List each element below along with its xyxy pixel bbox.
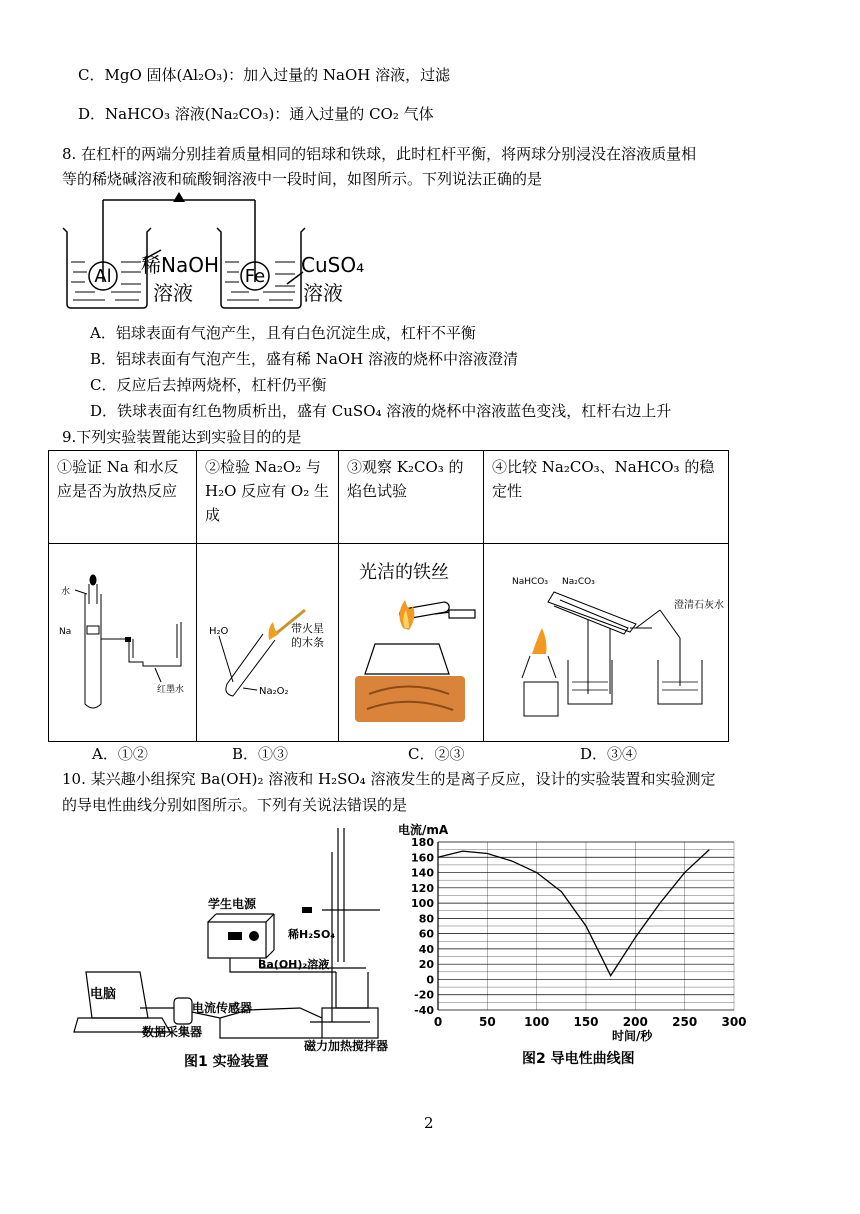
q8-stem-line2: 等的稀烧碱溶液和硫酸铜溶液中一段时间，如图所示。下列说法正确的是 bbox=[62, 170, 543, 188]
chart-y-tick: 0 bbox=[426, 973, 434, 987]
q7-option-d: D．NaHCO₃ 溶液(Na₂CO₃)：通入过量的 CO₂ 气体 bbox=[78, 105, 434, 123]
red-ink-label: 红墨水 bbox=[157, 685, 185, 695]
q9-option-b: B．①③ bbox=[232, 745, 289, 763]
na-label: Na bbox=[59, 627, 72, 637]
conductivity-chart bbox=[398, 820, 747, 1080]
water-label: 水 bbox=[61, 587, 71, 597]
q10-stem-line2: 的导电性曲线分别如图所示。下列有关说法错误的是 bbox=[62, 796, 408, 814]
chart-y-label: 电流/mA bbox=[398, 823, 449, 837]
figure1-caption: 图1 实验装置 bbox=[184, 1054, 269, 1070]
chart-y-tick: 120 bbox=[411, 881, 434, 895]
chart-x-tick: 100 bbox=[524, 1015, 550, 1029]
q8-stem-line1: 8. 在杠杆的两端分别挂着质量相同的铝球和铁球，此时杠杆平衡，将两球分别浸没在溶液质量相 bbox=[62, 145, 697, 163]
na2o2-label: Na₂O₂ bbox=[259, 686, 289, 697]
q9-option-a: A．①② bbox=[92, 745, 148, 763]
chart-y-tick: 180 bbox=[411, 836, 434, 849]
q10-stem-line1: 10. 某兴趣小组探究 Ba(OH)₂ 溶液和 H₂SO₄ 溶液发生的是离子反应，设计的实验装置和实验测定 bbox=[62, 770, 716, 788]
naoh-label: 稀NaOH bbox=[141, 253, 219, 277]
current-sensor-label: 电流传感器 bbox=[192, 1001, 253, 1015]
naoh-solution-label: 溶液 bbox=[153, 281, 193, 305]
q9-experiment-table bbox=[48, 450, 729, 742]
chart-y-tick: 100 bbox=[411, 897, 434, 911]
iron-wire-label: 光洁的铁丝 bbox=[359, 562, 449, 583]
q8-option-d: D．铁球表面有红色物质析出，盛有 CuSO₄ 溶液的烧杯中溶液蓝色变浅，杠杆右边上升 bbox=[90, 402, 672, 420]
chart-y-tick: 20 bbox=[418, 958, 434, 972]
glowing-stick-label-2: 的木条 bbox=[291, 636, 324, 649]
figure2-caption: 图2 导电性曲线图 bbox=[522, 1051, 635, 1067]
chart-y-tick: 40 bbox=[418, 942, 434, 956]
q8-option-a: A．铝球表面有气泡产生，且有白色沉淀生成，杠杆不平衡 bbox=[90, 324, 476, 342]
chart-x-tick: 0 bbox=[433, 1015, 443, 1029]
q9-cell-2: ②检验 Na₂O₂ 与 H₂O 反应有 O₂ 生成 bbox=[197, 451, 339, 544]
chart-y-tick: -20 bbox=[414, 988, 434, 1002]
chart-y-tick: 60 bbox=[418, 927, 434, 941]
chart-x-tick: 150 bbox=[573, 1015, 599, 1029]
magnetic-stirrer-label: 磁力加热搅拌器 bbox=[304, 1039, 389, 1053]
q9-cell-3: ③观察 K₂CO₃ 的焰色试验 bbox=[339, 451, 484, 544]
computer-label: 电脑 bbox=[90, 987, 117, 1002]
cuso4-solution-label: 溶液 bbox=[303, 281, 343, 305]
na2co3-label: Na₂CO₃ bbox=[562, 577, 595, 587]
al-ball-label: Al bbox=[94, 266, 112, 287]
q9-cell-4: ④比较 Na₂CO₃、NaHCO₃ 的稳定性 bbox=[484, 451, 729, 544]
q8-option-b: B．铝球表面有气泡产生，盛有稀 NaOH 溶液的烧杯中溶液澄清 bbox=[90, 350, 519, 368]
q9-stem: 9.下列实验装置能达到实验目的的是 bbox=[62, 428, 302, 446]
limewater-label: 澄清石灰水 bbox=[674, 600, 724, 611]
baoh2-label: Ba(OH)₂溶液 bbox=[258, 958, 330, 971]
q9-option-c: C．②③ bbox=[408, 745, 465, 763]
q9-option-d: D．③④ bbox=[580, 745, 638, 763]
chart-x-tick: 250 bbox=[672, 1015, 698, 1029]
chart-x-tick: 300 bbox=[721, 1015, 747, 1029]
chart-y-tick: -40 bbox=[414, 1004, 434, 1017]
q9-figure-1 bbox=[49, 544, 197, 742]
chart-x-tick: 200 bbox=[622, 1015, 648, 1029]
chart-x-label: 时间/秒 bbox=[612, 1029, 653, 1043]
chart-y-tick: 140 bbox=[411, 866, 434, 880]
q10-apparatus-figure bbox=[70, 822, 410, 1077]
chart-series-line bbox=[438, 850, 709, 976]
q7-option-c: C．MgO 固体(Al₂O₃)：加入过量的 NaOH 溶液，过滤 bbox=[78, 66, 451, 84]
q9-figure-3 bbox=[339, 544, 484, 742]
chart-y-tick: 160 bbox=[411, 851, 434, 865]
chart-y-tick: 80 bbox=[418, 912, 434, 926]
nahco3-label: NaHCO₃ bbox=[512, 577, 548, 587]
q9-figure-2 bbox=[197, 544, 339, 742]
page-number: 2 bbox=[424, 1114, 434, 1132]
q9-cell-1: ①验证 Na 和水反应是否为放热反应 bbox=[49, 451, 197, 544]
power-supply-label: 学生电源 bbox=[208, 897, 257, 911]
glowing-stick-label: 带火星 bbox=[291, 622, 324, 635]
dilute-h2so4-label: 稀H₂SO₄ bbox=[288, 928, 336, 941]
h2o-label: H₂O bbox=[209, 626, 229, 637]
q8-lever-figure bbox=[55, 192, 375, 314]
fe-ball-label: Fe bbox=[244, 266, 266, 287]
cuso4-label: CuSO₄ bbox=[301, 253, 365, 277]
q9-figure-4 bbox=[484, 544, 729, 742]
q8-option-c: C．反应后去掉两烧杯，杠杆仍平衡 bbox=[90, 376, 327, 394]
data-collector-label: 数据采集器 bbox=[142, 1025, 203, 1039]
chart-x-tick: 50 bbox=[478, 1015, 496, 1029]
